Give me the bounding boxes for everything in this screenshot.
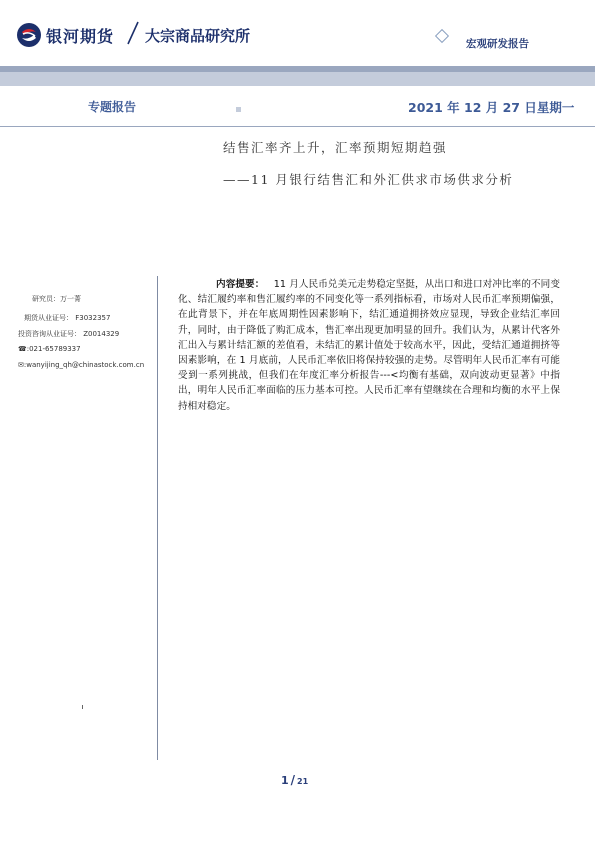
abstract-lead: 内容提要： [216,279,265,290]
institute-name: 大宗商品研究所 [145,27,251,45]
stray-mark [82,705,83,709]
abstract-text: 11 月人民币兑美元走势稳定坚挺，从出口和进口对冲比率的不同变化、结汇履约率和售汇履约率的不同变化等一系列指标看，市场对人民币汇率预期偏强，在此背景下，并在年底周期性因素影响下，结汇通道拥挤效应显现，导致企业结汇率回升，同时，由于降低了购汇成本，售汇率出现更加明显的回升。我们认为，从累计代客外汇出入与累计结汇额的差值看，未结汇的累计值处于较高水平，因此，受结汇通道拥挤等因素影响，在 1 月底前，人民币汇率依旧将保持较强的走势。尽管明年人民币汇率有可能受到一系列挑战，但我们在年度汇率分析报告---<均衡有基础，双向波动更显著》中指出，明年人民币汇率面临的压力基本可控。人民币汇率有望继续在合理和均衡的水平上保持相对稳定。 [178,279,560,412]
banner-marker [236,107,241,112]
email-icon: ✉: [18,361,27,369]
abstract [178,277,560,414]
diamond-icon [435,29,449,43]
total-pages: 21 [297,777,309,786]
sidebar-divider [157,276,158,760]
report-subtitle: ——11 月银行结售汇和外汇供求市场供求分析 [223,172,514,187]
brand-name: 银河期货 [46,27,115,46]
email-address[interactable]: wanyijing_qh@chinastock.com.cn [26,361,145,369]
report-date: 2021 年 12 月 27 日星期一 [408,100,575,115]
phone-icon: ☎: [18,345,30,353]
current-page: 1 [281,774,289,787]
phone-number: 021-65789337 [29,345,81,353]
header-band-light [0,72,595,86]
report-title: 结售汇率齐上升，汇率预期短期趋强 [223,140,448,155]
header-divider [126,20,140,46]
page-separator: / [290,773,296,787]
report-type: 宏观研发报告 [466,38,529,50]
futures-cert-number: 期货从业证号： F3032357 [24,314,111,322]
analyst-name: 研究员：万一菁 [32,295,81,303]
analyst-email [18,361,144,369]
analyst-phone [18,345,81,353]
company-logo [16,22,42,48]
advisory-cert-number: 投资咨询从业证号： Z0014329 [18,330,120,338]
report-topic: 专题报告 [88,100,137,114]
banner-rule [0,126,595,127]
page-number [281,773,308,787]
